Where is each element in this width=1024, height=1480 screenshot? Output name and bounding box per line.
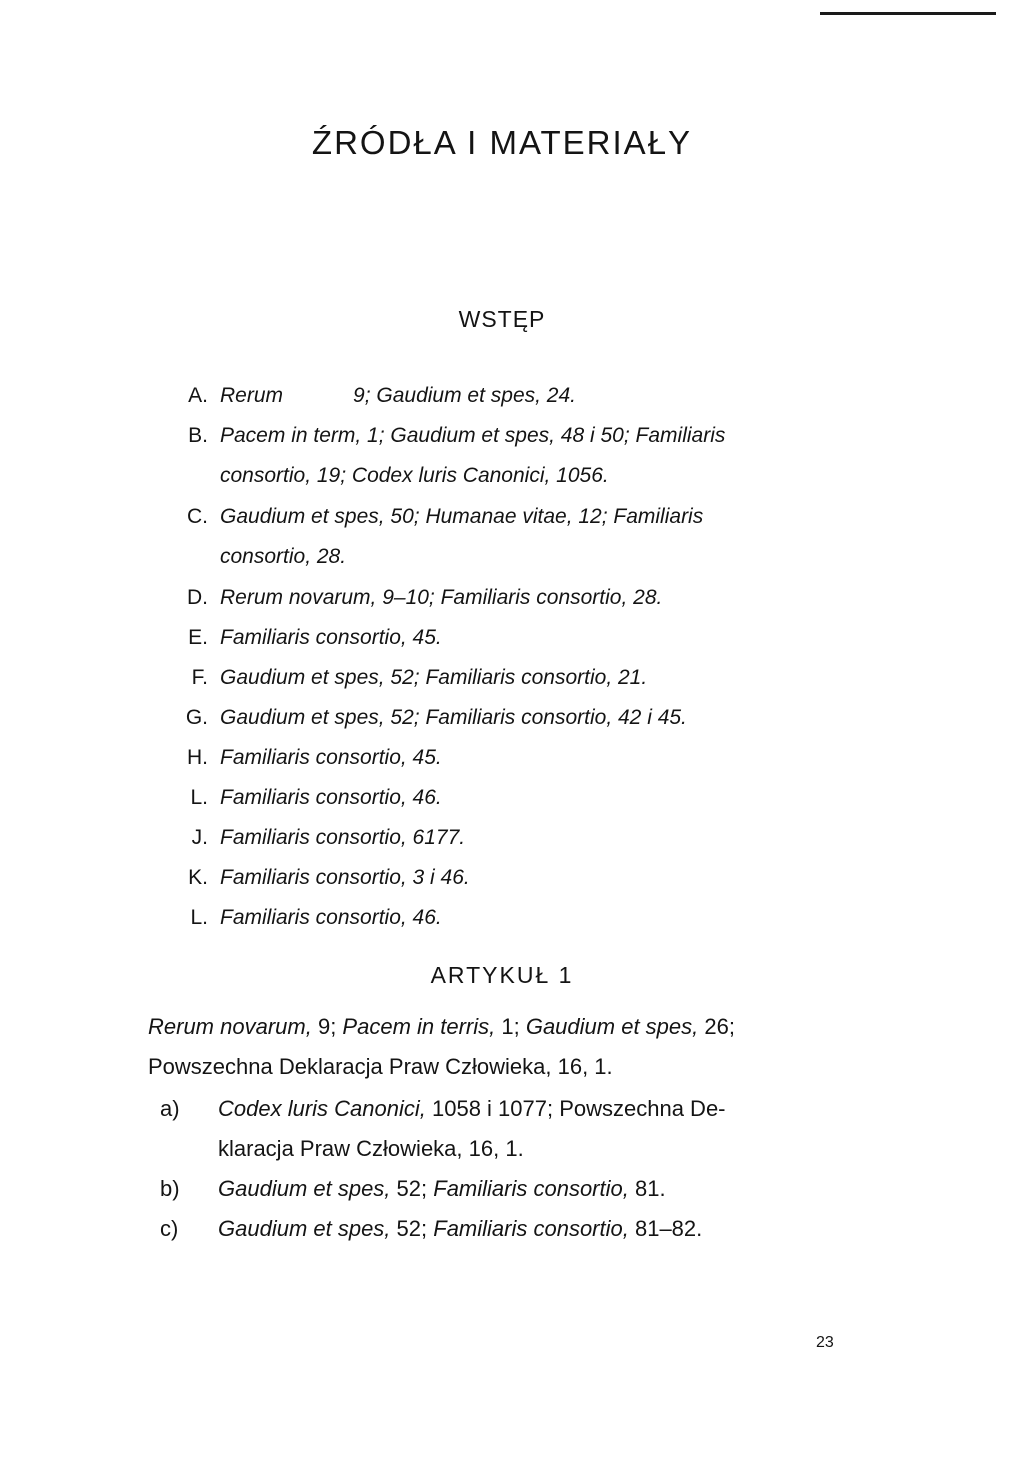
sub-item-text-continued: klaracja Praw Człowieka, 16, 1. <box>218 1136 524 1161</box>
sub-item-letter: c) <box>160 1216 179 1241</box>
top-rule <box>820 12 996 15</box>
entry-g <box>0 706 1024 746</box>
source-ref: 1058 i 1077; Powszechna De- <box>425 1096 726 1121</box>
source-ref: 52; <box>390 1216 434 1241</box>
artykul-sources-line <box>148 1014 868 1040</box>
entry-c <box>0 505 1024 586</box>
source-ref: 81. <box>628 1176 666 1201</box>
sub-item-letter: b) <box>160 1176 180 1201</box>
entry-h <box>0 746 1024 786</box>
wstep-entries <box>0 384 1024 946</box>
entry-text: Familiaris consortio, 45. <box>220 746 442 769</box>
entry-letter: L. <box>190 906 208 929</box>
sub-item-c <box>0 1216 1024 1256</box>
sub-item-letter: a) <box>160 1096 180 1121</box>
entry-letter: F. <box>191 666 208 689</box>
entry-text-continued: consortio, 19; Codex luris Canonici, 1056. <box>220 464 609 487</box>
source-title: Pacem in terris, <box>342 1014 496 1039</box>
sub-item-a <box>0 1096 1024 1136</box>
entry-text: Gaudium et spes, 52; Familiaris consortio, 42 i 45. <box>220 706 687 729</box>
entry-text: Familiaris consortio, 3 i 46. <box>220 866 470 889</box>
entry-e <box>0 626 1024 666</box>
entry-letter: G. <box>185 706 208 729</box>
entry-letter: K. <box>188 866 208 889</box>
section-heading-wstep: WSTĘP <box>458 306 546 332</box>
sub-item-text <box>218 1176 666 1202</box>
entry-text: Rerum 9; Gaudium et spes, 24. <box>220 384 576 407</box>
entry-letter: B. <box>188 424 208 447</box>
entry-text-continued: consortio, 28. <box>220 545 347 568</box>
entry-text: Gaudium et spes, 52; Familiaris consortio, 21. <box>220 666 648 689</box>
artykul-sources-line-2: Powszechna Deklaracja Praw Człowieka, 16, 1. <box>148 1054 613 1079</box>
page-title: ŹRÓDŁA I MATERIAŁY <box>311 124 693 161</box>
sub-item-a-continued <box>0 1136 1024 1176</box>
page-number: 23 <box>816 1334 834 1351</box>
entry-l-second <box>0 906 1024 946</box>
entry-d <box>0 586 1024 626</box>
entry-text: Familiaris consortio, 46. <box>220 786 442 809</box>
source-ref: 26; <box>698 1014 735 1039</box>
source-title: Familiaris consortio, <box>433 1216 629 1241</box>
entry-j <box>0 826 1024 866</box>
source-ref: 52; <box>390 1176 434 1201</box>
source-ref: 1; <box>495 1014 526 1039</box>
entry-letter: A. <box>188 384 208 407</box>
entry-text: Rerum novarum, 9–10; Familiaris consortio, 28. <box>220 586 663 609</box>
source-title: Gaudium et spes, <box>218 1216 391 1241</box>
entry-letter: C. <box>187 505 208 528</box>
entry-text: Familiaris consortio, 46. <box>220 906 442 929</box>
entry-k <box>0 866 1024 906</box>
entry-a <box>0 384 1024 424</box>
entry-text: Gaudium et spes, 50; Humanae vitae, 12; Familiaris <box>220 505 704 528</box>
entry-letter: H. <box>187 746 208 769</box>
entry-letter: J. <box>191 826 208 849</box>
sub-item-b <box>0 1176 1024 1216</box>
source-title: Codex luris Canonici, <box>218 1096 426 1121</box>
source-title: Gaudium et spes, <box>218 1176 391 1201</box>
entry-b <box>0 424 1024 505</box>
entry-text: Pacem in term, 1; Gaudium et spes, 48 i 50; Familiaris <box>220 424 726 447</box>
entry-text: Familiaris consortio, 45. <box>220 626 442 649</box>
section-heading-artykul: ARTYKUŁ 1 <box>430 962 574 988</box>
entry-text: Familiaris consortio, 6177. <box>220 826 466 849</box>
sub-item-text <box>218 1096 726 1122</box>
source-title: Gaudium et spes, <box>525 1014 699 1039</box>
source-ref: 81–82. <box>628 1216 703 1241</box>
source-title: Rerum novarum, <box>148 1014 312 1039</box>
entry-letter: E. <box>188 626 208 649</box>
entry-letter: L. <box>190 786 208 809</box>
source-title: Familiaris consortio, <box>433 1176 629 1201</box>
source-ref: 9; <box>311 1014 343 1039</box>
entry-f <box>0 666 1024 706</box>
entry-l-first <box>0 786 1024 826</box>
sub-item-text <box>218 1216 702 1242</box>
entry-letter: D. <box>187 586 208 609</box>
